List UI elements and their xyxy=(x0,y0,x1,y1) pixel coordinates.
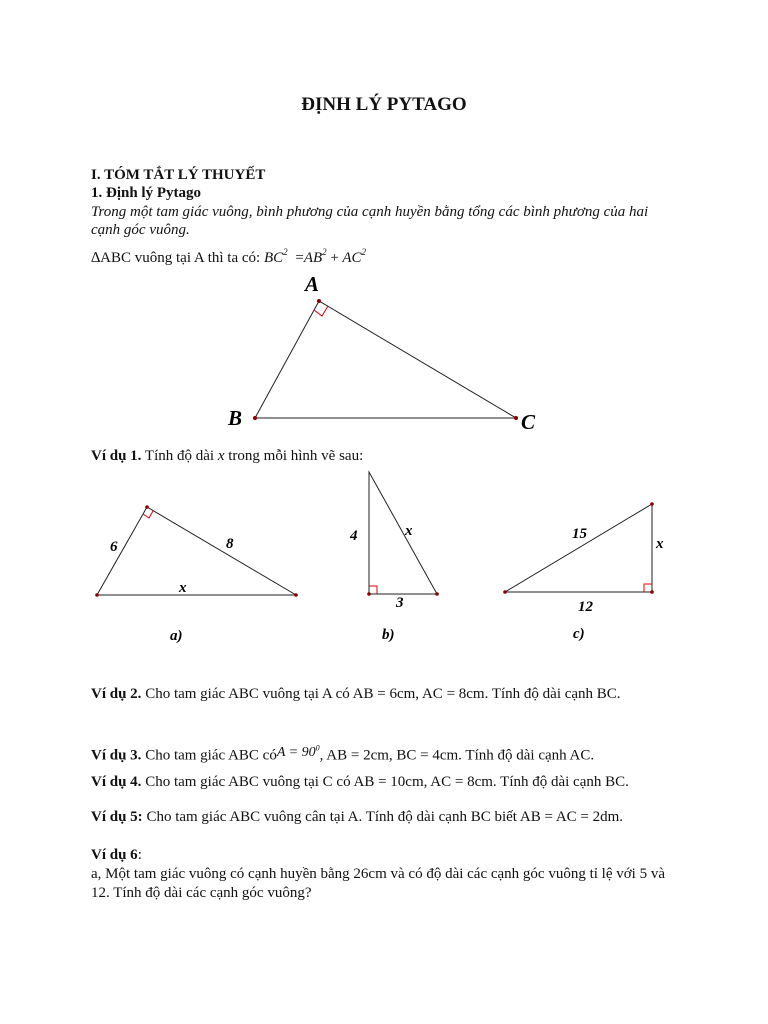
example3 xyxy=(91,743,594,766)
page-title: ĐỊNH LÝ PYTAGO xyxy=(301,94,467,115)
example1-var: x xyxy=(217,448,225,464)
example3-angle-value: A = 90 xyxy=(276,744,316,760)
section-heading: I. TÓM TẮT LÝ THUYẾT xyxy=(91,167,266,183)
label-a: A xyxy=(305,272,320,296)
figure-a-leg1: 6 xyxy=(110,539,118,555)
figure-b-leg-bottom: 3 xyxy=(396,595,404,611)
figure-c-caption: c) xyxy=(573,626,585,642)
vertex xyxy=(95,593,99,597)
formula-plus: + xyxy=(330,250,339,266)
vertex xyxy=(294,593,298,597)
example3-angle-degree: 0 xyxy=(315,743,320,752)
example2-label: Ví dụ 2. xyxy=(91,686,142,702)
example5-label: Ví dụ 5: xyxy=(91,809,143,825)
formula-eq: = xyxy=(295,250,304,266)
example2 xyxy=(91,685,621,703)
triangle-b xyxy=(369,472,437,594)
formula-exp: 2 xyxy=(283,247,288,257)
example6-line1: a, Một tam giác vuông có cạnh huyền bằng 26cm và có độ dài các cạnh góc vuông tỉ lệ với 5 và xyxy=(91,866,666,882)
theorem-statement-line1: Trong một tam giác vuông, bình phương của cạnh huyền bằng tổng các bình phương của hai xyxy=(91,204,649,220)
formula-bc: BC xyxy=(263,250,284,266)
label-b: B xyxy=(228,406,243,430)
figure-a xyxy=(95,505,298,644)
example5 xyxy=(91,808,623,826)
example5-text: Cho tam giác ABC vuông cân tại A. Tính độ dài cạnh BC biết AB = AC = 2dm. xyxy=(146,809,624,825)
example3-angle xyxy=(277,745,320,760)
figure-a-hyp: x xyxy=(179,580,187,596)
example3-text-after: , AB = 2cm, BC = 4cm. Tính độ dài cạnh AC. xyxy=(319,747,595,764)
vertex xyxy=(145,505,149,509)
formula-prefix: ∆ABC vuông tại A thì ta có: xyxy=(91,250,261,266)
example1-label: Ví dụ 1. xyxy=(91,448,142,464)
example4 xyxy=(91,773,629,791)
vertex xyxy=(650,590,654,594)
example6-colon: : xyxy=(137,847,142,863)
figure-c-leg-bottom: 12 xyxy=(578,599,593,615)
label-c: C xyxy=(521,410,536,434)
example1-text-before: Tính độ dài xyxy=(144,448,215,464)
triangle-a xyxy=(97,507,296,595)
figure-b-hyp: x xyxy=(405,523,413,539)
vertex xyxy=(503,590,507,594)
vertex xyxy=(650,502,654,506)
figure-b-leg-vertical: 4 xyxy=(350,528,358,544)
example2-text: Cho tam giác ABC vuông tại A có AB = 6cm, AC = 8cm. Tính độ dài cạnh BC. xyxy=(145,686,621,702)
example6-label: Ví dụ 6 xyxy=(91,847,138,863)
example1-text-after: trong mỗi hình vẽ sau: xyxy=(228,448,364,464)
figure-c-hyp: 15 xyxy=(572,526,587,542)
example6-line2: 12. Tính độ dài các cạnh góc vuông? xyxy=(91,885,312,901)
example4-text: Cho tam giác ABC vuông tại C có AB = 10cm, AC = 8cm. Tính độ dài cạnh BC. xyxy=(145,774,629,790)
theorem-statement-line2: cạnh góc vuông. xyxy=(91,222,190,238)
example6-heading xyxy=(91,846,142,864)
example4-label: Ví dụ 4. xyxy=(91,774,142,790)
theorem-heading: 1. Định lý Pytago xyxy=(91,185,202,201)
formula-exp: 2 xyxy=(322,247,327,257)
formula-exp: 2 xyxy=(361,247,367,257)
vertex xyxy=(367,592,371,596)
figure-c xyxy=(503,502,664,642)
vertex xyxy=(435,592,439,596)
formula-ab: AB xyxy=(303,250,323,266)
figure-c-leg-vertical: x xyxy=(656,536,664,552)
example3-text-before: Cho tam giác ABC có xyxy=(145,747,277,764)
formula-ac: AC xyxy=(342,250,362,266)
figure-a-leg2: 8 xyxy=(226,536,234,552)
figure-b xyxy=(349,472,439,643)
figure-a-caption: a) xyxy=(170,628,183,644)
example3-label: Ví dụ 3. xyxy=(91,747,142,764)
triangle-c xyxy=(505,504,652,592)
figure-b-caption: b) xyxy=(382,627,395,643)
